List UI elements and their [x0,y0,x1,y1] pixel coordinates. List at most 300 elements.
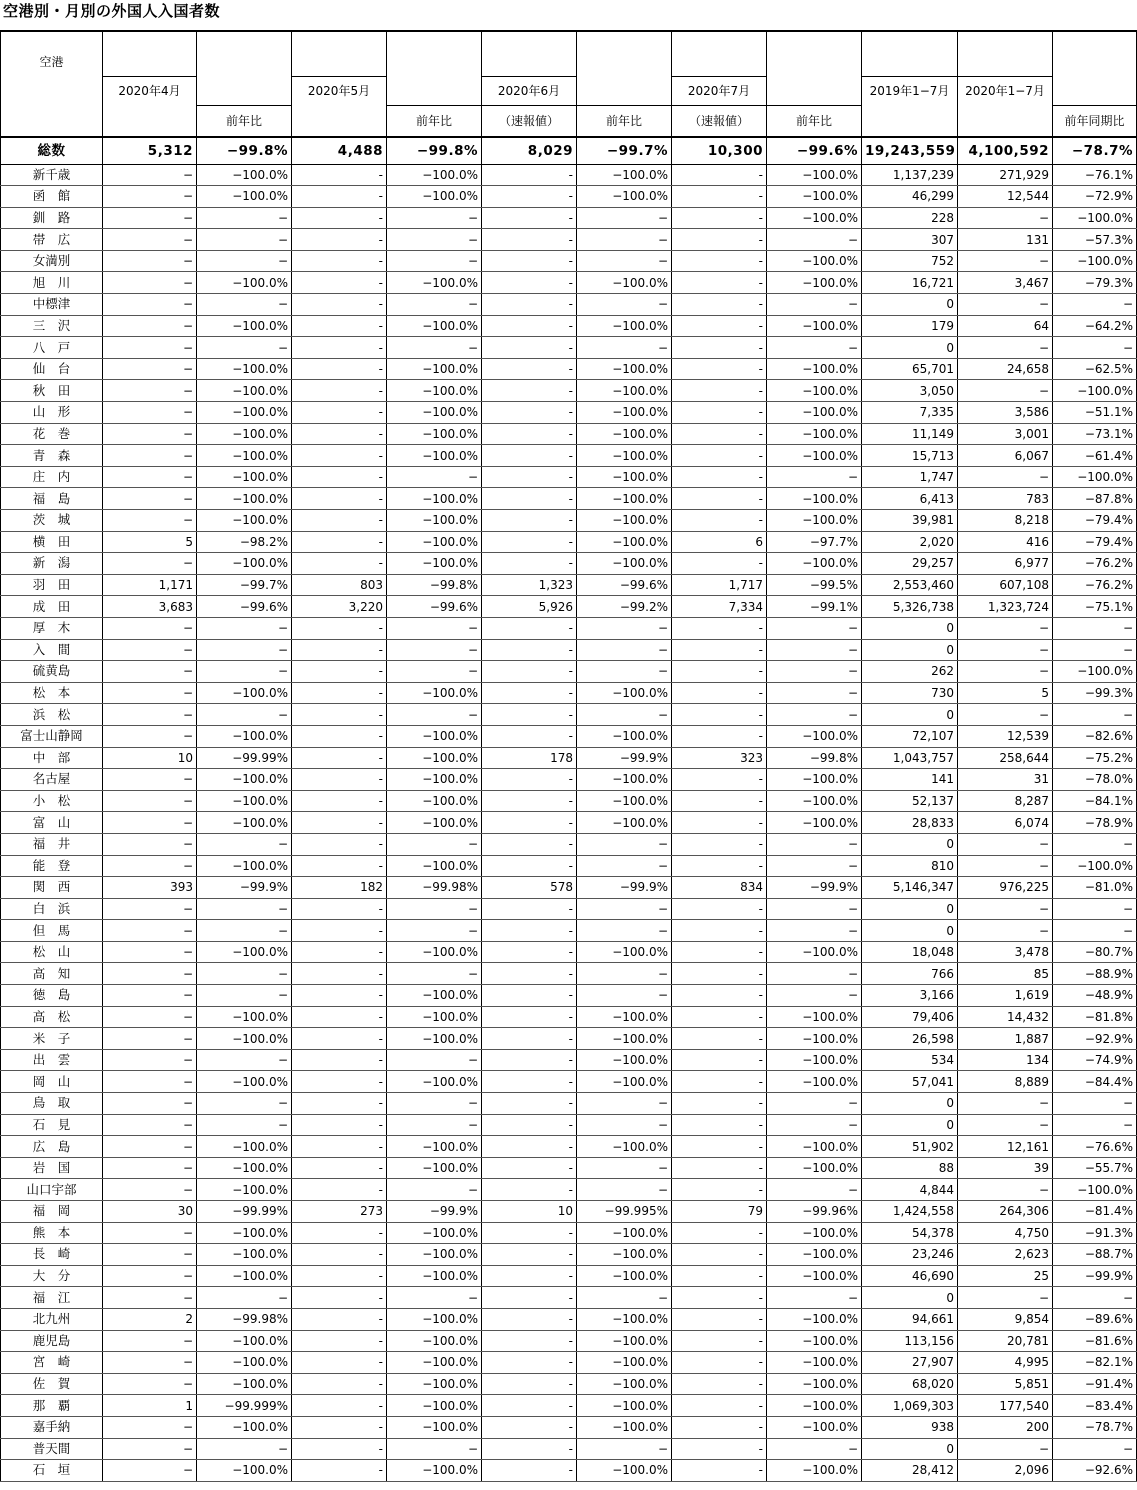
table-cell: - [672,682,767,704]
table-cell: −100.0% [767,1136,862,1158]
table-cell: −100.0% [1053,661,1137,683]
table-cell: −100.0% [387,682,482,704]
table-cell: - [292,769,387,791]
table-cell: − [958,639,1053,661]
table-cell: - [672,704,767,726]
table-cell: 23,246 [862,1244,958,1266]
table-cell: - [672,769,767,791]
table-cell: −100.0% [1053,466,1137,488]
airport-name: 横 田 [1,531,103,553]
table-cell: −100.0% [197,682,292,704]
table-cell: 262 [862,661,958,683]
table-cell: - [292,1093,387,1115]
table-cell: - [672,380,767,402]
table-cell: 26,598 [862,1028,958,1050]
table-cell: −100.0% [387,445,482,467]
table-cell: - [482,1330,577,1352]
airport-arrivals-table [0,30,1137,1482]
airport-name: 八 戸 [1,337,103,359]
table-cell: − [103,1071,197,1093]
table-cell: −100.0% [767,250,862,272]
table-cell: - [292,294,387,316]
airport-name: 新千歳 [1,164,103,186]
table-cell: - [482,704,577,726]
airport-name: 広 島 [1,1136,103,1158]
table-cell: - [292,358,387,380]
table-cell: − [197,920,292,942]
table-cell: −100.0% [767,207,862,229]
table-cell: - [482,963,577,985]
table-cell: − [958,1093,1053,1115]
table-cell: − [197,1114,292,1136]
table-cell: − [103,985,197,1007]
table-cell: 258,644 [958,747,1053,769]
table-cell: −100.0% [197,1244,292,1266]
airport-name: 女満別 [1,250,103,272]
airport-name: 普天間 [1,1438,103,1460]
table-cell: −62.5% [1053,358,1137,380]
table-cell: −100.0% [197,941,292,963]
header-row-months [1,76,1137,105]
table-cell: − [387,920,482,942]
table-cell: − [1053,1287,1137,1309]
table-cell: − [767,833,862,855]
table-cell: − [387,661,482,683]
table-cell: − [103,920,197,942]
table-cell: 307 [862,229,958,251]
header-jun-preliminary: （速報値） [482,105,577,137]
table-cell: - [482,1265,577,1287]
table-cell: − [1053,1114,1137,1136]
table-cell: - [482,1093,577,1115]
table-cell: - [672,315,767,337]
table-cell: - [482,725,577,747]
table-cell: 12,544 [958,186,1053,208]
table-cell: −57.3% [1053,229,1137,251]
table-row [1,1049,1137,1071]
table-cell: − [103,380,197,402]
table-cell: −100.0% [197,1373,292,1395]
table-cell: - [482,1222,577,1244]
table-row [1,250,1137,272]
table-cell: - [482,402,577,424]
table-cell: 24,658 [958,358,1053,380]
table-cell: −81.8% [1053,1006,1137,1028]
airport-name: 三 沢 [1,315,103,337]
table-cell: - [482,1438,577,1460]
table-cell: −100.0% [577,1352,672,1374]
table-cell: −100.0% [1053,250,1137,272]
table-cell: - [292,941,387,963]
table-cell: −99.2% [577,596,672,618]
table-cell: 0 [862,617,958,639]
table-cell: − [577,1287,672,1309]
table-cell: −79.3% [1053,272,1137,294]
table-row [1,747,1137,769]
table-cell: − [103,402,197,424]
table-cell: - [292,617,387,639]
table-cell: - [672,1136,767,1158]
table-cell: − [197,617,292,639]
table-row [1,855,1137,877]
table-cell: −99.7% [577,137,672,165]
airport-name: 青 森 [1,445,103,467]
header-airport: 空港 [1,31,103,76]
table-cell: - [292,855,387,877]
table-cell: − [577,229,672,251]
table-cell: − [103,445,197,467]
table-cell: 134 [958,1049,1053,1071]
table-cell: - [482,1287,577,1309]
table-cell: −100.0% [577,553,672,575]
airport-name: 名古屋 [1,769,103,791]
table-cell: 15,713 [862,445,958,467]
page-title: 空港別・月別の外国人入国者数 [3,2,221,20]
table-cell: - [482,1352,577,1374]
table-row [1,1395,1137,1417]
header-2019-jan-jul: 2019年1−7月 [862,76,958,105]
table-cell: 88 [862,1157,958,1179]
table-cell: 4,750 [958,1222,1053,1244]
table-cell: −78.0% [1053,769,1137,791]
table-cell: − [577,617,672,639]
table-row [1,1071,1137,1093]
table-cell: 4,100,592 [958,137,1053,165]
table-cell: − [197,1049,292,1071]
table-cell: 5,146,347 [862,877,958,899]
table-cell: - [672,186,767,208]
table-cell: - [482,1395,577,1417]
table-cell: −100.0% [577,402,672,424]
table-cell: - [672,164,767,186]
table-cell: −91.4% [1053,1373,1137,1395]
table-row [1,963,1137,985]
table-cell: −100.0% [577,1416,672,1438]
table-cell: − [387,1179,482,1201]
airport-name: 秋 田 [1,380,103,402]
table-cell: −64.2% [1053,315,1137,337]
table-row [1,466,1137,488]
table-cell: 9,854 [958,1308,1053,1330]
table-row [1,574,1137,596]
table-cell: - [482,985,577,1007]
airport-name: 高 松 [1,1006,103,1028]
airport-name: 石 垣 [1,1460,103,1482]
table-cell: - [672,402,767,424]
table-cell: - [292,898,387,920]
airport-name: 徳 島 [1,985,103,1007]
table-cell: 94,661 [862,1308,958,1330]
table-cell: - [482,639,577,661]
table-cell: − [197,1093,292,1115]
table-cell: 1,137,239 [862,164,958,186]
table-cell: 1,887 [958,1028,1053,1050]
table-cell: 0 [862,294,958,316]
table-cell: −100.0% [577,423,672,445]
table-cell: − [103,1330,197,1352]
table-row [1,510,1137,532]
table-cell: - [292,1114,387,1136]
airport-name: 総数 [1,137,103,165]
table-cell: −100.0% [767,769,862,791]
table-cell: 8,889 [958,1071,1053,1093]
table-cell: −100.0% [767,402,862,424]
airport-name: 福 岡 [1,1201,103,1223]
table-cell: −100.0% [387,272,482,294]
table-cell: 182 [292,877,387,899]
airport-name: 旭 川 [1,272,103,294]
table-cell: − [767,639,862,661]
table-cell: - [672,1352,767,1374]
table-cell: −84.1% [1053,790,1137,812]
table-cell: 28,412 [862,1460,958,1482]
table-cell: - [292,1416,387,1438]
table-cell: − [958,337,1053,359]
table-cell: - [292,337,387,359]
airport-name: 山口宇部 [1,1179,103,1201]
table-cell: − [1053,1438,1137,1460]
table-cell: 1,747 [862,466,958,488]
table-cell: − [103,337,197,359]
table-cell: − [103,661,197,683]
table-cell: − [577,207,672,229]
table-cell: − [387,1049,482,1071]
table-row [1,207,1137,229]
table-cell: 938 [862,1416,958,1438]
airport-name: 庄 内 [1,466,103,488]
table-cell: − [387,1287,482,1309]
table-cell: 730 [862,682,958,704]
table-cell: − [103,1114,197,1136]
table-cell: - [292,1071,387,1093]
header-yoy: 前年比 [577,105,672,137]
table-cell: − [958,294,1053,316]
table-cell: - [482,358,577,380]
table-cell: - [482,1006,577,1028]
table-row [1,1460,1137,1482]
table-cell: 85 [958,963,1053,985]
table-row [1,1006,1137,1028]
table-cell: −100.0% [577,1222,672,1244]
table-cell: −100.0% [387,941,482,963]
table-cell: − [103,1093,197,1115]
table-cell: - [292,164,387,186]
table-cell: − [577,1438,672,1460]
table-cell: 607,108 [958,574,1053,596]
table-row [1,661,1137,683]
table-cell: − [767,229,862,251]
table-cell: - [292,315,387,337]
airport-name: 但 馬 [1,920,103,942]
table-row [1,294,1137,316]
table-cell: −72.9% [1053,186,1137,208]
airport-name: 福 江 [1,1287,103,1309]
table-cell: 39,981 [862,510,958,532]
table-cell: −100.0% [197,186,292,208]
table-cell: − [958,250,1053,272]
table-cell: − [387,704,482,726]
table-cell: 3,166 [862,985,958,1007]
table-cell: 7,335 [862,402,958,424]
airport-name: 石 見 [1,1114,103,1136]
table-cell: −100.0% [577,1265,672,1287]
table-cell: − [767,898,862,920]
table-cell: - [482,1179,577,1201]
airport-name: 米 子 [1,1028,103,1050]
table-cell: −100.0% [387,510,482,532]
airport-name: 富 山 [1,812,103,834]
table-cell: −100.0% [387,1308,482,1330]
table-cell: - [672,250,767,272]
table-cell: - [292,1136,387,1158]
table-cell: - [482,553,577,575]
table-cell: 3,478 [958,941,1053,963]
table-cell: 64 [958,315,1053,337]
table-cell: −78.7% [1053,137,1137,165]
table-cell: −78.7% [1053,1416,1137,1438]
table-cell: - [292,1438,387,1460]
table-cell: −100.0% [387,1244,482,1266]
table-cell: - [292,531,387,553]
table-cell: −100.0% [577,1244,672,1266]
table-cell: −100.0% [387,380,482,402]
table-cell: 200 [958,1416,1053,1438]
table-cell: - [482,272,577,294]
table-cell: −100.0% [577,1308,672,1330]
table-cell: −100.0% [767,790,862,812]
table-cell: −100.0% [197,358,292,380]
table-cell: 416 [958,531,1053,553]
table-cell: - [292,466,387,488]
table-row [1,445,1137,467]
table-cell: − [577,920,672,942]
table-cell: - [292,963,387,985]
table-cell: −100.0% [767,1308,862,1330]
airport-name: 厚 木 [1,617,103,639]
table-cell: 1,424,558 [862,1201,958,1223]
table-cell: - [482,250,577,272]
table-cell: − [197,661,292,683]
table-row [1,941,1137,963]
table-cell: − [387,617,482,639]
table-cell: 1,171 [103,574,197,596]
table-cell: - [672,1157,767,1179]
table-cell: 5,326,738 [862,596,958,618]
table-cell: −100.0% [387,402,482,424]
table-cell: 976,225 [958,877,1053,899]
table-cell: − [958,1114,1053,1136]
table-row [1,1028,1137,1050]
table-cell: - [292,1287,387,1309]
table-cell: 19,243,559 [862,137,958,165]
table-cell: −100.0% [387,855,482,877]
table-cell: − [958,920,1053,942]
table-cell: −92.6% [1053,1460,1137,1482]
table-cell: 57,041 [862,1071,958,1093]
table-cell: - [292,661,387,683]
table-cell: −79.4% [1053,510,1137,532]
table-row [1,358,1137,380]
table-cell: − [103,1373,197,1395]
table-cell: - [292,790,387,812]
table-cell: - [292,1352,387,1374]
table-row [1,920,1137,942]
table-cell: −55.7% [1053,1157,1137,1179]
table-cell: − [387,639,482,661]
table-cell: −82.6% [1053,725,1137,747]
table-cell: − [958,380,1053,402]
table-cell: - [482,488,577,510]
table-cell: - [672,725,767,747]
table-cell: - [672,1265,767,1287]
table-cell: - [292,1157,387,1179]
table-cell: −48.9% [1053,985,1137,1007]
table-cell: - [482,661,577,683]
table-row [1,725,1137,747]
table-cell: − [103,617,197,639]
table-cell: − [1053,639,1137,661]
table-cell: - [292,1373,387,1395]
table-cell: - [292,186,387,208]
table-cell: - [482,1244,577,1266]
table-row [1,272,1137,294]
table-cell: - [672,1049,767,1071]
table-cell: 783 [958,488,1053,510]
table-cell: −99.9% [387,1201,482,1223]
table-row [1,639,1137,661]
airport-name: 山 形 [1,402,103,424]
table-cell: - [482,445,577,467]
table-cell: - [672,1373,767,1395]
airport-name: 松 本 [1,682,103,704]
table-cell: − [767,1093,862,1115]
table-cell: 834 [672,877,767,899]
table-cell: 3,683 [103,596,197,618]
table-cell: − [958,661,1053,683]
table-cell: −100.0% [387,1136,482,1158]
table-cell: - [482,466,577,488]
table-cell: −99.7% [197,574,292,596]
airport-name: 熊 本 [1,1222,103,1244]
table-cell: −100.0% [197,855,292,877]
airport-name: 羽 田 [1,574,103,596]
table-cell: − [103,1136,197,1158]
table-cell: 5,926 [482,596,577,618]
table-cell: − [103,207,197,229]
table-cell: −83.4% [1053,1395,1137,1417]
header-yoy-period: 前年同期比 [1053,105,1137,137]
table-row [1,1114,1137,1136]
table-cell: −99.1% [767,596,862,618]
table-cell: - [672,294,767,316]
table-cell: − [577,337,672,359]
table-cell: − [387,1114,482,1136]
table-cell: −99.999% [197,1395,292,1417]
table-cell: 20,781 [958,1330,1053,1352]
airport-name: 帯 広 [1,229,103,251]
table-cell: 803 [292,574,387,596]
table-cell: 10,300 [672,137,767,165]
table-cell: −82.1% [1053,1352,1137,1374]
table-cell: − [103,1265,197,1287]
table-cell: −100.0% [387,553,482,575]
table-cell: − [103,1028,197,1050]
table-cell: − [387,898,482,920]
table-cell: - [672,229,767,251]
table-cell: −100.0% [387,1416,482,1438]
table-cell: −100.0% [387,1071,482,1093]
table-cell: 46,690 [862,1265,958,1287]
